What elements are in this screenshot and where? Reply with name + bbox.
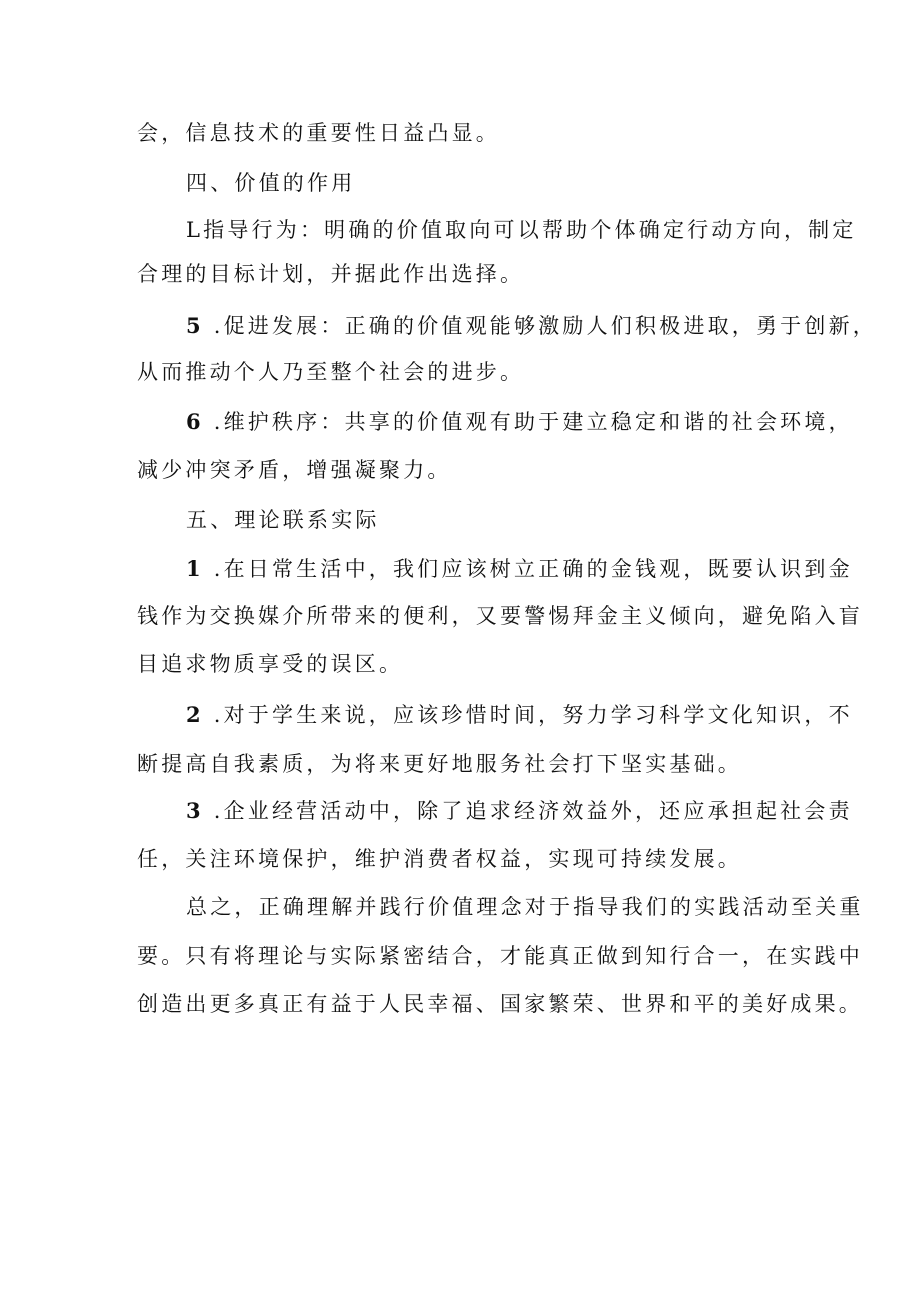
text-line-1: 会，信息技术的重要性日益凸显。 [137,121,500,145]
list-number: 1 [186,556,204,581]
list-text: .对于学生来说，应该珍惜时间，努力学习科学文化知识，不 [213,703,853,727]
text-line-money-cont-2: 目追求物质享受的误区。 [137,652,404,676]
list-item-6 [186,407,886,437]
text-line-student-cont: 断提高自我素质，为将来更好地服务社会打下坚实基础。 [137,752,742,776]
list-text: .促进发展：正确的价值观能够激励人们积极进取，勇于创新， [213,314,877,338]
list-number: 5 [186,313,204,338]
list-number: 2 [186,702,204,727]
list-number: 6 [186,409,204,434]
text-line-promote-cont: 从而推动个人乃至整个社会的进步。 [137,360,525,384]
list-text: .在日常生活中，我们应该树立正确的金钱观，既要认识到金 [213,557,853,581]
list-item-2 [186,700,886,730]
list-item-1 [186,554,886,584]
text-line-enterprise-cont: 任，关注环境保护，维护消费者权益，实现可持续发展。 [137,847,742,871]
text-line-guide-behavior: L指导行为：明确的价值取向可以帮助个体确定行动方向，制定 [186,218,857,242]
conclusion-line-3: 创造出更多真正有益于人民幸福、国家繁荣、世界和平的美好成果。 [137,992,863,1016]
list-text: .企业经营活动中，除了追求经济效益外，还应承担起社会责 [213,799,853,823]
list-item-3 [186,796,886,826]
conclusion-line-2: 要。只有将理论与实际紧密结合，才能真正做到知行合一，在实践中 [137,944,863,968]
conclusion-line-1: 总之，正确理解并践行价值理念对于指导我们的实践活动至关重 [186,895,864,919]
text-line-money-cont-1: 钱作为交换媒介所带来的便利，又要警惕拜金主义倾向，避免陷入盲 [137,604,863,628]
section-heading-5: 五、理论联系实际 [186,508,380,532]
text-line-order-cont: 减少冲突矛盾，增强凝聚力。 [137,458,452,482]
list-text: .维护秩序：共享的价值观有助于建立稳定和谐的社会环境， [213,410,853,434]
list-number: 3 [186,798,204,823]
section-heading-4: 四、价值的作用 [186,171,356,195]
list-item-5 [186,311,886,341]
text-line-guide-behavior-cont: 合理的目标计划，并据此作出选择。 [137,262,525,286]
